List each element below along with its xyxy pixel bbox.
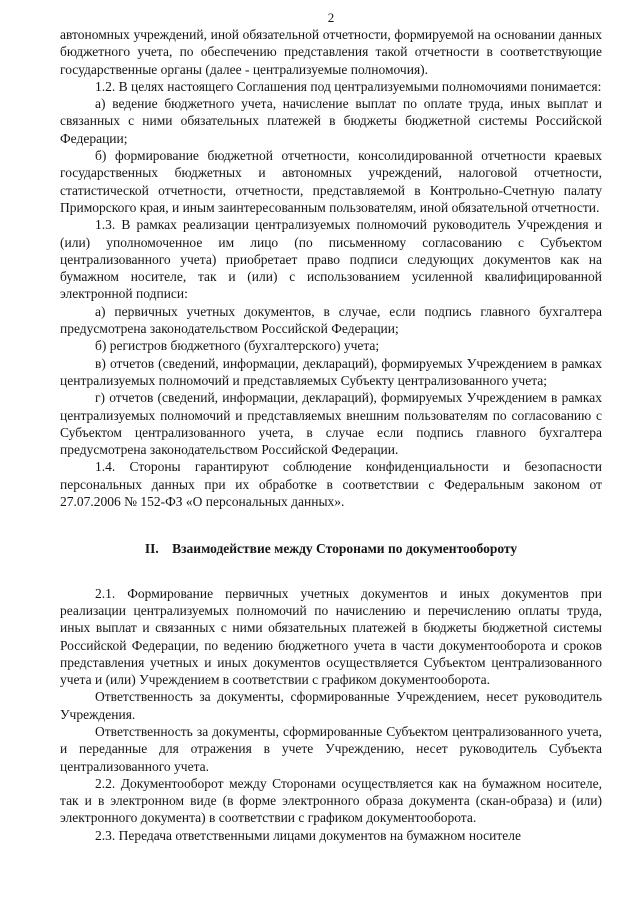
paragraph-1-3-a: а) первичных учетных документов, в случае, если подпись главного бухгалтера предусмотрена законодательством Российской Федерации;: [60, 303, 602, 337]
paragraph-1-3-v: в) отчетов (сведений, информации, деклараций), формируемых Учреждением в рамках централизуемых полномочий и представляемых Субъекту централизованного учета;: [60, 355, 602, 388]
paragraph-2-1: 2.1. Формирование первичных учетных документов и иных документов при реализации централизуемых полномочий по начислению и перечислению оплаты труда, иных выплат и связанных с ними обязательных платежей в бюджеты бюджетной системы Российской Федерации, по ведению бюджетного учета в части документооборота и сроков представления учетных и иных документов осуществляется Субъектом централизованного учета и (или) Учреждением в соответствии с графиком документооборота.: [60, 585, 602, 688]
paragraph-responsibility-subject: Ответственность за документы, сформированные Субъектом централизованного учета, и переданные для отражения в учете Учреждению, несет руководитель Субъекта централизованного учета.: [60, 723, 602, 774]
paragraph-2-2: 2.2. Документооборот между Сторонами осуществляется как на бумажном носителе, так и в электронном виде (в форме электронного образа документа (скан-образа) и (или) электронного документа) в соответствии с графиком документооборота.: [60, 775, 602, 826]
paragraph-1-3: 1.3. В рамках реализации централизуемых полномочий руководитель Учреждения и (или) уполномоченное им лицо (по письменному согласованию с Субъектом централизованного учета) приобретает право подписи следующих документов как на бумажном носителе, так и (или) с использованием усиленной квалифицированной электронной подписи:: [60, 217, 602, 302]
paragraph-1-3-g: г) отчетов (сведений, информации, деклараций), формируемых Учреждением в рамках централизуемых полномочий и представляемых внешним пользователям по согласованию с Субъектом централизованного учета, в случае если подпись главного бухгалтера предусмотрена законодательством Российской Федерации.: [60, 390, 602, 458]
paragraph-1-2-b: б) формирование бюджетной отчетности, консолидированной отчетности краевых государственных бюджетных и автономных учреждений, налоговой отчетности, статистической отчетности, отчетности, представляемой в Контрольно-Счетную палату Приморского края, и иным заинтересованным пользователям, иной обязательной отчетности.: [60, 148, 602, 215]
paragraph-continuation: автономных учреждений, иной обязательной отчетности, формируемой на основании данных бюджетного учета, по обеспечению представления такой отчетности в соответствующие государственные органы (далее - централизуемые полномочия).: [60, 27, 602, 77]
paragraph-1-3-b: б) регистров бюджетного (бухгалтерского) учета;: [95, 338, 380, 354]
paragraph-1-2: 1.2. В целях настоящего Соглашения под централизуемыми полномочиями понимается:: [95, 78, 602, 94]
paragraph-1-2-a: а) ведение бюджетного учета, начисление выплат по оплате труда, иных выплат и связанных с ними обязательных платежей в бюджеты бюджетной системы Российской Федерации;: [60, 96, 602, 146]
page-number: 2: [327, 10, 335, 25]
section-title: Взаимодействие между Сторонами по документообороту: [172, 541, 518, 557]
section-heading: [60, 540, 602, 557]
paragraph-2-3: 2.3. Передача ответственными лицами документов на бумажном носителе: [95, 827, 522, 843]
paragraph-responsibility-institution: Ответственность за документы, сформированные Учреждением, несет руководитель Учреждения.: [60, 689, 602, 722]
paragraph-1-4: 1.4. Стороны гарантируют соблюдение конфиденциальности и безопасности персональных данных при их обработке в соответствии с Федеральным законом от 27.07.2006 № 152-ФЗ «О персональных данных».: [60, 459, 602, 510]
section-number: II.: [144, 541, 159, 557]
